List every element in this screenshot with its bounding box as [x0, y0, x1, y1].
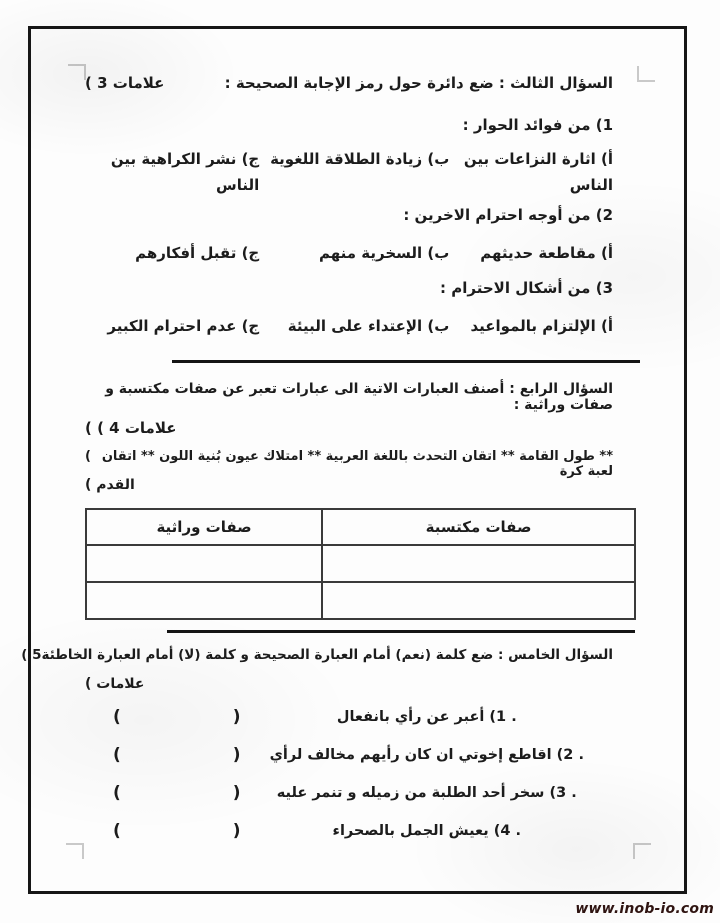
- question5-marks-wrap: ( علامات: [85, 676, 145, 692]
- q5-statement-row: [85, 812, 613, 850]
- corner-crop-mark-bottom-left: [66, 843, 84, 859]
- q4-traits-text: ** طول القامة ** اتقان التحدث باللغة العربية ** امتلاك عيون بُنية اللون ** اتقان لعبة كرة: [101, 449, 613, 479]
- answer-bracket-close-4[interactable]: ): [232, 821, 241, 841]
- question4-title: السؤال الرابع : أصنف العبارات الاتية الى عبارات تعبر عن صفات مكتسبة و صفات وراثية :: [105, 381, 613, 413]
- q3-item1-option-b[interactable]: ب) زيادة الطلاقة اللغوية: [270, 150, 450, 168]
- question3-header: [85, 74, 613, 92]
- table-row: [86, 545, 635, 582]
- corner-crop-mark-bottom-right: [633, 843, 651, 859]
- q5-statement-1: . 1) أعبر عن رأي بانفعال: [336, 709, 517, 725]
- q4-traits-line: [85, 449, 613, 479]
- q4-traits-wrap-line: [85, 477, 135, 493]
- q3-item1-option-a[interactable]: أ) اثارة النزاعات بين الناس: [463, 150, 613, 194]
- q3-item3-option-b[interactable]: ب) الإعتداء على البيئة: [287, 317, 450, 335]
- q5-statement-2: . 2) اقاطع إخوتي ان كان رأيهم مخالف لرأي: [269, 747, 584, 763]
- q5-statement-3: . 3) سخر أحد الطلبة من زميله و تنمر عليه: [276, 785, 577, 801]
- answer-bracket-open-1[interactable]: (: [113, 707, 121, 727]
- classification-table: [85, 508, 636, 620]
- answer-bracket-close-3[interactable]: ): [232, 783, 241, 803]
- q3-item2-option-c[interactable]: ج) تقبل أفكارهم: [135, 244, 260, 262]
- answer-bracket-close-1[interactable]: ): [232, 707, 241, 727]
- corner-crop-mark-top-left: [68, 64, 86, 80]
- q3-item3-option-c[interactable]: ج) عدم احترام الكبير: [107, 317, 260, 335]
- q3-item2-option-a[interactable]: أ) مقاطعة حديثهم: [480, 244, 613, 262]
- q3-item1-stem: 1) من فوائد الحوار :: [462, 116, 613, 134]
- q3-item2-options: [85, 241, 613, 267]
- q3-item3-stem: 3) من أشكال الاحترام :: [440, 279, 613, 297]
- corner-crop-mark-top-right: [637, 66, 655, 82]
- q4-traits-open-paren: (: [85, 449, 91, 464]
- q3-item1-options: [85, 147, 613, 198]
- column-header-acquired-traits: صفات مكتسبة: [322, 509, 635, 545]
- q5-statement-row: [85, 774, 613, 812]
- table-row: [86, 582, 635, 619]
- q3-item3-option-a[interactable]: أ) الإلتزام بالمواعيد: [470, 317, 613, 335]
- acquired-traits-answer-cell-2[interactable]: [322, 582, 635, 619]
- q5-statement-row: [85, 698, 613, 736]
- q4-traits-wrap-paren: (: [85, 477, 92, 493]
- answer-bracket-open-2[interactable]: (: [113, 745, 121, 765]
- q3-item2-option-b[interactable]: ب) السخرية منهم: [318, 244, 450, 262]
- q3-item2-stem: 2) من أوجه احترام الاخرين :: [403, 206, 613, 224]
- question5-statements: [85, 698, 613, 850]
- section-divider-2: [167, 630, 635, 633]
- q4-traits-wrap-word: القدم: [96, 477, 135, 493]
- question5-header: [21, 647, 613, 663]
- answer-bracket-open-4[interactable]: (: [113, 821, 121, 841]
- site-watermark: www.inob-io.com: [575, 901, 714, 917]
- table-header-row: [86, 509, 635, 545]
- inherited-traits-answer-cell-2[interactable]: [86, 582, 322, 619]
- question5-marks-inline: ( 5: [21, 647, 42, 663]
- q5-statement-row: [85, 736, 613, 774]
- question5-title: السؤال الخامس : ضع كلمة (نعم) أمام العبارة الصحيحة و كلمة (لا) أمام العبارة الخاطئة: [41, 647, 613, 663]
- answer-bracket-open-3[interactable]: (: [113, 783, 121, 803]
- q3-item1-option-c[interactable]: ج) نشر الكراهية بين الناس: [110, 150, 260, 194]
- q5-statement-4: . 4) يعيش الجمل بالصحراء: [332, 823, 522, 839]
- question3-marks: ( 3 علامات: [85, 74, 165, 92]
- column-header-inherited-traits: صفات وراثية: [86, 509, 322, 545]
- question3-title: السؤال الثالث : ضع دائرة حول رمز الإجابة الصحيحة :: [224, 74, 613, 92]
- question4-marks: ( ( 4 علامات: [85, 419, 177, 437]
- answer-bracket-close-2[interactable]: ): [232, 745, 241, 765]
- inherited-traits-answer-cell-1[interactable]: [86, 545, 322, 582]
- acquired-traits-answer-cell-1[interactable]: [322, 545, 635, 582]
- section-divider-1: [172, 360, 640, 363]
- q3-item3-options: [85, 314, 613, 340]
